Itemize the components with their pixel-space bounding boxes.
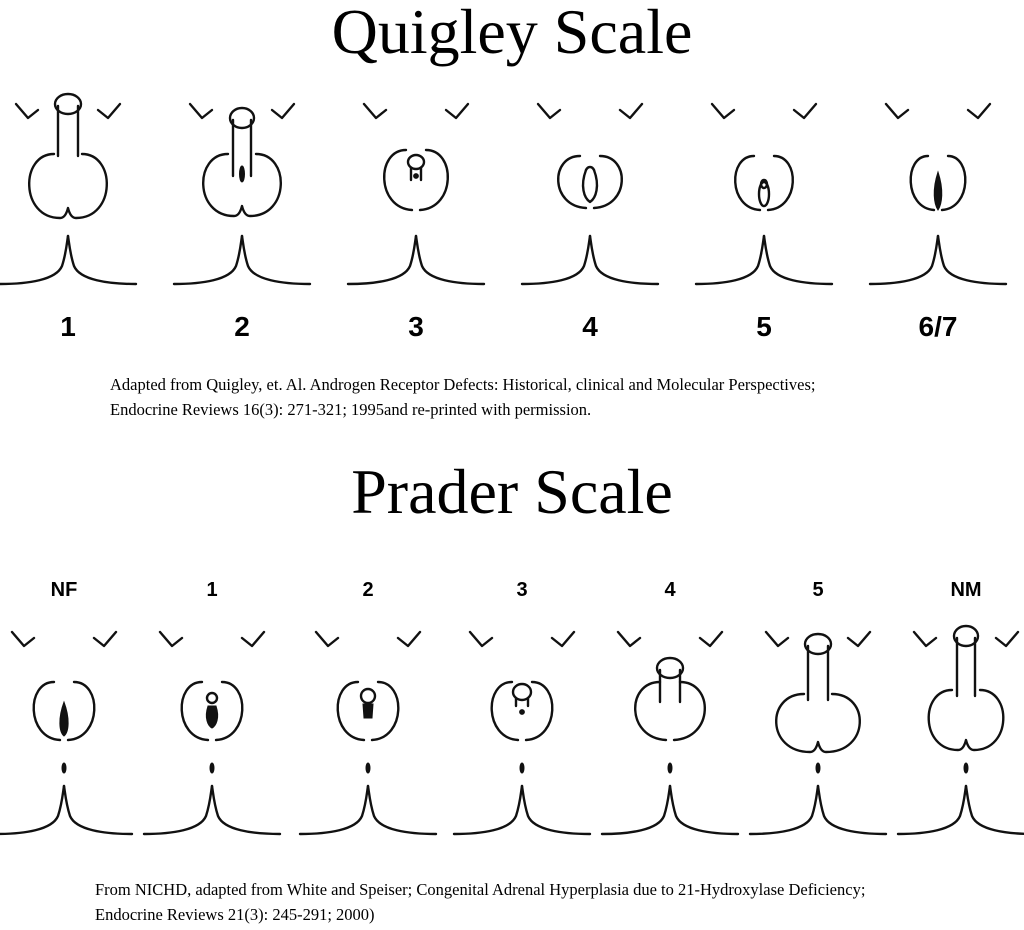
- quigley-stage-6: [870, 104, 1006, 342]
- quigley-stage-label: 6/7: [918, 311, 958, 342]
- quigley-stage-1: [0, 94, 136, 342]
- quigley-stage-label: 4: [582, 311, 598, 342]
- quigley-caption-line-1: Adapted from Quigley, et. Al. Androgen Receptor Defects: Historical, clinical and Molecular Perspectives;: [110, 375, 816, 394]
- phallus-full-scrotum-icon: [750, 632, 886, 834]
- prader-stage-label: 1: [206, 579, 218, 601]
- quigley-stage-label: 2: [234, 311, 250, 342]
- prader-stage-4: [454, 579, 590, 834]
- quigley-scale-title: Quigley Scale: [331, 0, 693, 67]
- full-phallus-scrotum-icon: [0, 94, 136, 284]
- vulva-icon: [870, 104, 1006, 284]
- prader-stage-1: [0, 579, 132, 834]
- quigley-stage-2: [174, 104, 310, 342]
- quigley-caption-line-2: Endocrine Reviews 16(3): 271-321; 1995and re-printed with permission.: [110, 399, 592, 419]
- clitoromegaly-fused-labia-icon: [300, 632, 436, 834]
- normal-female-icon: [0, 632, 132, 834]
- quigley-scale-figure: [0, 86, 1024, 356]
- prader-stage-3: [300, 579, 436, 834]
- prader-stage-7: [898, 579, 1024, 834]
- prader-stages-drawing: [0, 570, 1024, 870]
- prader-stage-label: 4: [664, 579, 676, 601]
- prader-stage-label: 5: [812, 579, 824, 601]
- quigley-stage-5: [696, 104, 832, 342]
- small-clitoris-labia-icon: [696, 104, 832, 284]
- normal-male-icon: [898, 626, 1024, 834]
- quigley-stage-label: 3: [408, 311, 424, 342]
- prader-caption: [95, 878, 865, 928]
- prader-scale-figure: [0, 570, 1024, 870]
- phallus-with-meatus-scrotum-icon: [174, 104, 310, 284]
- prader-stage-label: NF: [50, 579, 78, 601]
- prader-stage-6: [750, 579, 886, 834]
- phallus-scrotal-folds-icon: [602, 632, 738, 834]
- prader-stage-5: [602, 579, 738, 834]
- quigley-caption: [110, 373, 815, 423]
- quigley-stage-label: 1: [60, 311, 76, 342]
- prader-scale-title: Prader Scale: [351, 456, 673, 527]
- prader-stage-label: 2: [362, 579, 374, 601]
- quigley-stages-drawing: [0, 86, 1024, 356]
- clitoromegaly-labioscrotal-folds-icon: [522, 104, 658, 284]
- quigley-stage-4: [522, 104, 658, 342]
- clitoromegaly-icon: [144, 632, 280, 834]
- prader-stage-label: NM: [950, 579, 982, 601]
- prader-stage-label: 3: [516, 579, 528, 601]
- prader-caption-line-2: Endocrine Reviews 21(3): 245-291; 2000): [95, 904, 375, 924]
- quigley-stage-3: [348, 104, 484, 342]
- quigley-stage-label: 5: [756, 311, 772, 342]
- prader-caption-line-1: From NICHD, adapted from White and Speiser; Congenital Adrenal Hyperplasia due to 21-Hydroxylase Deficiency;: [95, 880, 866, 899]
- phallus-single-opening-icon: [454, 632, 590, 834]
- prader-stage-2: [144, 579, 280, 834]
- small-phallus-bifid-scrotum-icon: [348, 104, 484, 284]
